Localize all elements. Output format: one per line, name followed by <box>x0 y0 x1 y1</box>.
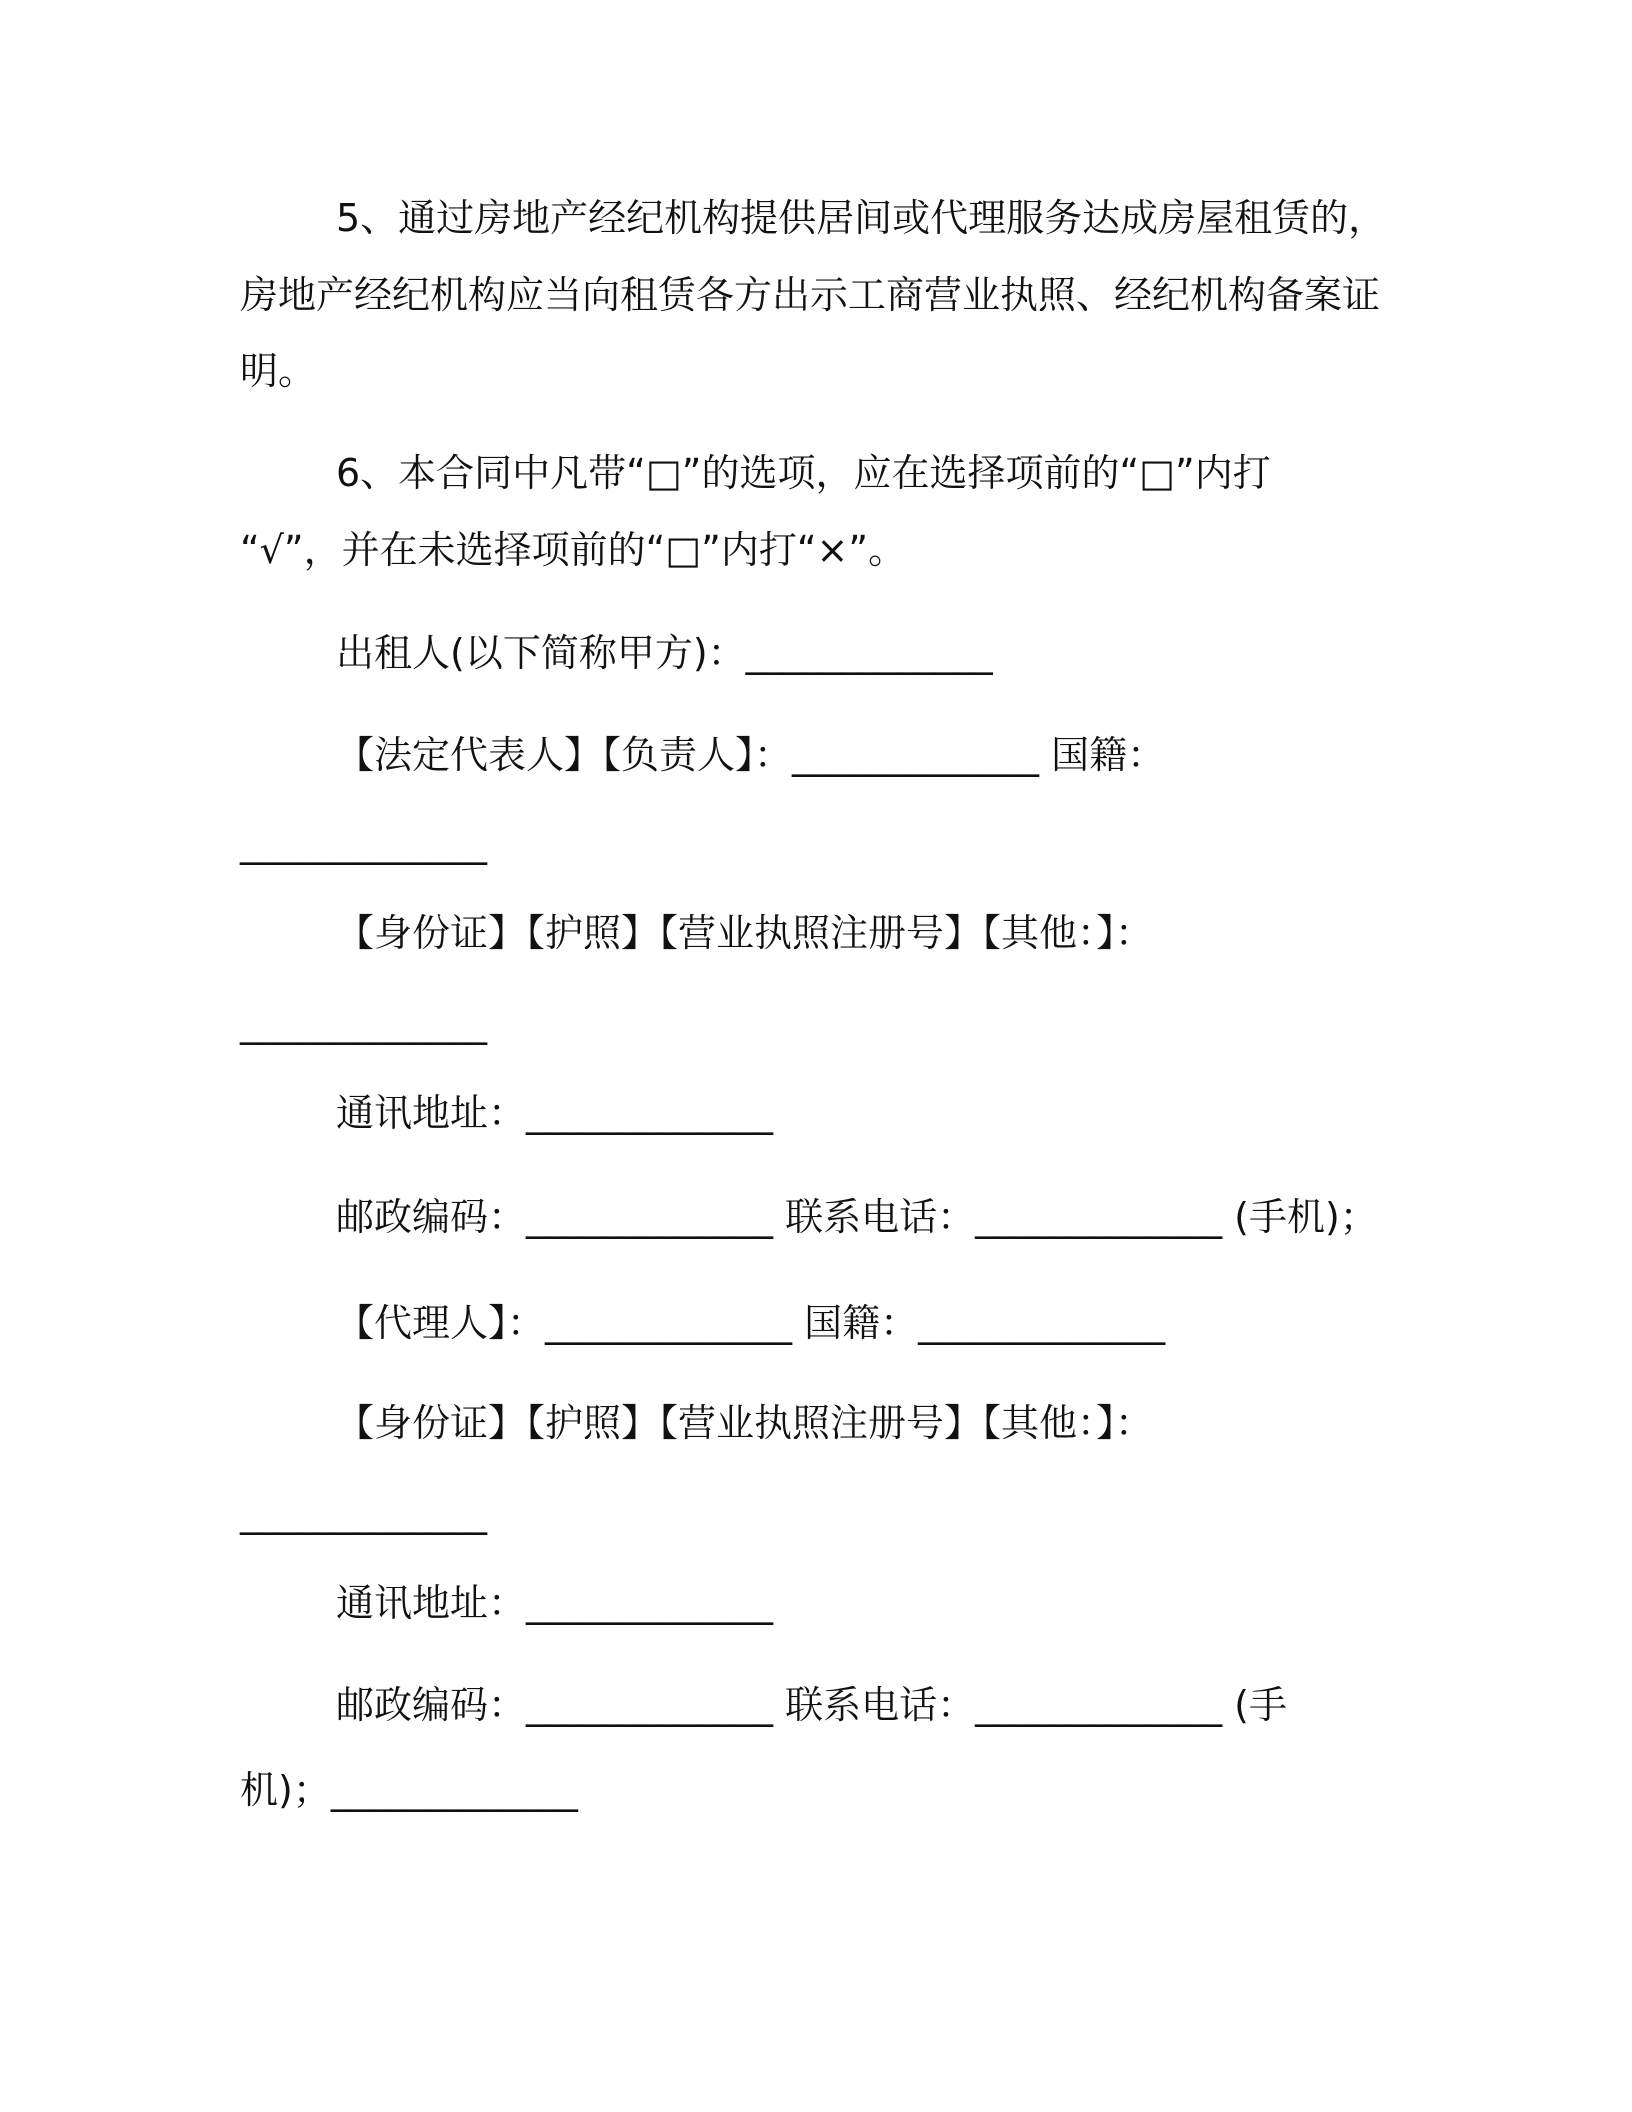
lessor-nationality-blank: _____________ <box>240 821 487 865</box>
clause-5-line-3: 明。 <box>240 349 317 393</box>
lessor-id-type-line: 【身份证】【护照】【营业执照注册号】【其他：】： <box>336 911 1154 955</box>
agent-id-number-blank: _____________ <box>240 1491 487 1535</box>
lessor-postcode-phone-line: 邮政编码：_____________ 联系电话：_____________ (手机)； <box>336 1195 1378 1239</box>
clause-5-line-1: 5、通过房地产经纪机构提供居间或代理服务达成房屋租赁的， <box>336 196 1387 240</box>
agent-address-line: 通讯地址：_____________ <box>336 1581 774 1625</box>
clause-5-line-2: 房地产经纪机构应当向租赁各方出示工商营业执照、经纪机构备案证 <box>240 273 1381 317</box>
lessor-name-line: 出租人(以下简称甲方)：_____________ <box>336 631 993 675</box>
agent-line: 【代理人】：_____________ 国籍：_____________ <box>336 1301 1166 1345</box>
lessor-representative-line: 【法定代表人】【负责人】：_____________ 国籍： <box>336 733 1166 777</box>
lessor-id-number-blank: _____________ <box>240 1001 487 1045</box>
agent-postcode-phone-line: 邮政编码：_____________ 联系电话：_____________ (手 <box>336 1683 1287 1727</box>
clause-6-line-1: 6、本合同中凡带“□”的选项，应在选择项前的“□”内打 <box>336 451 1271 495</box>
agent-id-type-line: 【身份证】【护照】【营业执照注册号】【其他：】： <box>336 1401 1154 1445</box>
lessor-address-line: 通讯地址：_____________ <box>336 1091 774 1135</box>
clause-6-line-2: “√”，并在未选择项前的“□”内打“×”。 <box>240 528 907 572</box>
agent-phone-continuation-line: 机)；_____________ <box>240 1768 578 1812</box>
